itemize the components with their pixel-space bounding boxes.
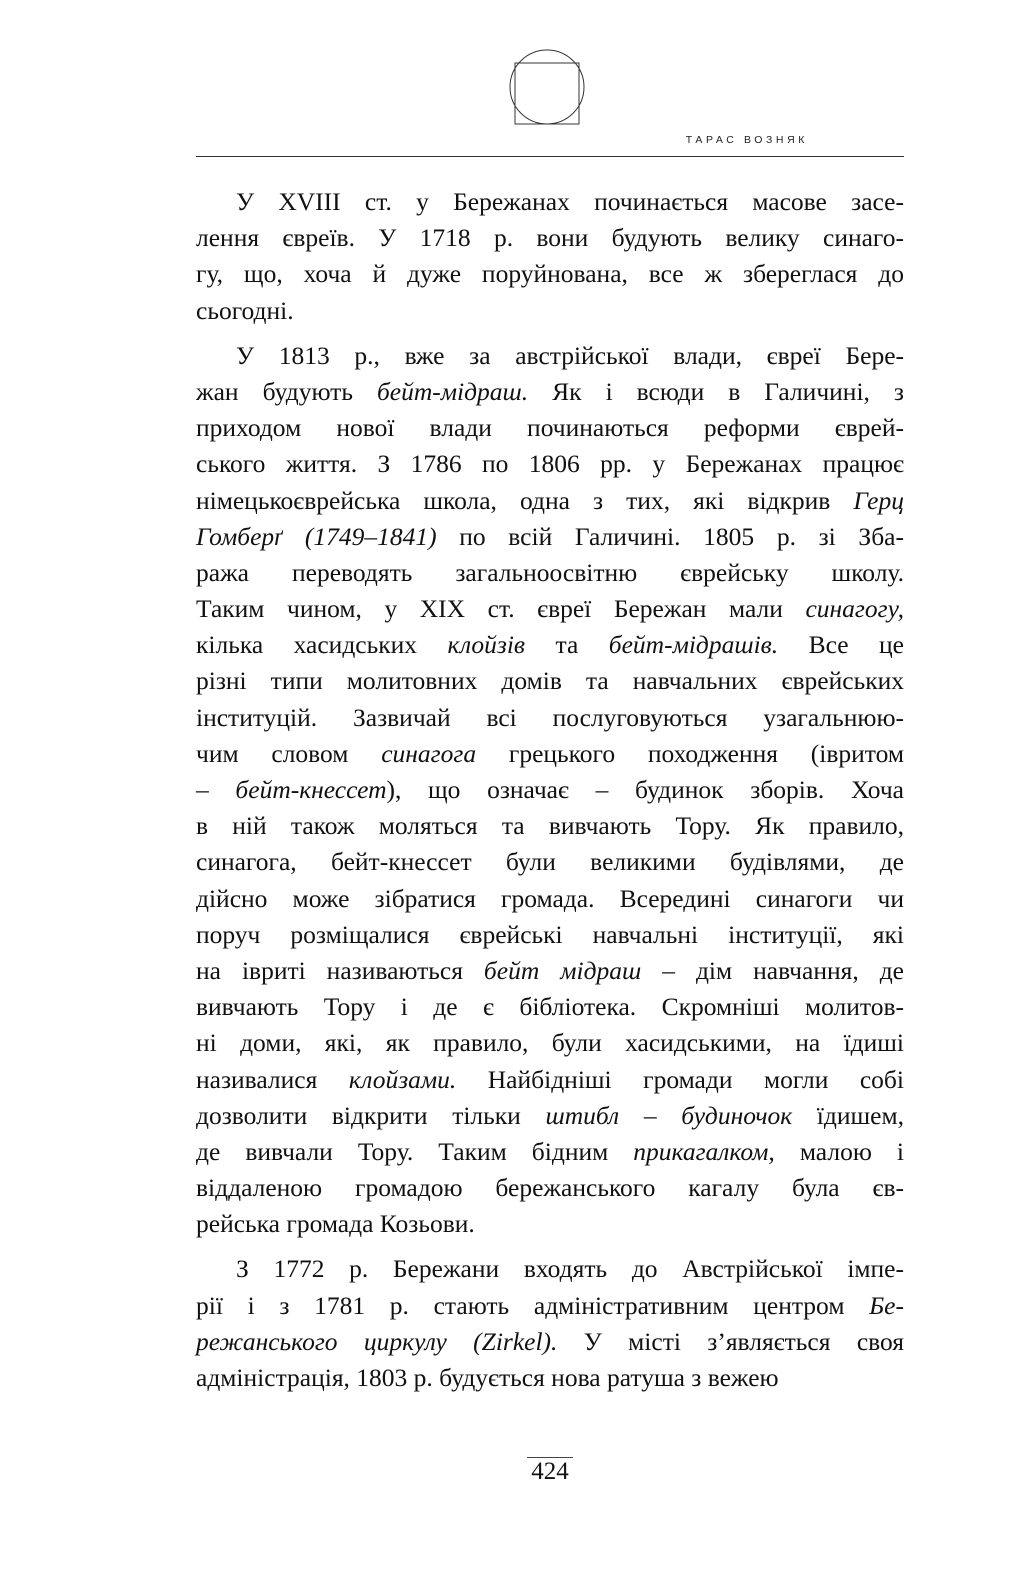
text-line (196, 293, 904, 329)
text-line (196, 256, 904, 292)
italic-term: Герц (853, 485, 904, 515)
text-run: приходом нової влади починаються реформи єврей- (196, 413, 904, 443)
text-run: У 1813 р., вже за австрійської влади, євреї Бере- (236, 340, 904, 370)
paragraph (196, 1251, 904, 1396)
text-line (196, 844, 904, 880)
italic-term: бейт-мідраш. (376, 376, 529, 406)
paragraph (196, 338, 904, 1243)
page-number-container (196, 1458, 904, 1486)
text-line (196, 663, 904, 699)
text-run: рейська громада Козьови. (196, 1209, 475, 1239)
paragraph (196, 184, 904, 329)
text-run: ), що означає – будинок зборів. Хоча (386, 775, 905, 804)
italic-term: клойзів (447, 630, 526, 660)
text-line (196, 1025, 904, 1061)
text-run: віддаленою громадою бережанського кагалу була єв- (196, 1173, 904, 1203)
text-run: їдишем, (792, 1100, 904, 1130)
text-run: адміністрація, 1803 р. будується нова ратуша з вежею (196, 1363, 779, 1392)
body-text (196, 184, 904, 1396)
text-run: Все це (778, 630, 904, 660)
text-line (196, 1324, 904, 1360)
text-run: та (525, 630, 609, 660)
italic-term: штибл – будиночок (545, 1100, 793, 1130)
text-line (196, 1062, 904, 1098)
page-number: 424 (527, 1457, 573, 1485)
text-run: рії і з 1781 р. стають адміністративним центром (196, 1290, 870, 1320)
text-run: де вивчали Тору. Таким бідним (196, 1136, 634, 1166)
text-run: поруч розміщалися єврейські навчальні інституції, які (196, 919, 904, 949)
text-run: гу, що, хоча й дуже поруйнована, все ж збереглася до (196, 259, 904, 289)
text-line (196, 555, 904, 591)
text-run: – (196, 775, 236, 804)
italic-term: прикагалком, (633, 1136, 775, 1166)
text-line (196, 700, 904, 736)
text-run: У XVIII ст. у Бережанах починається масове засе- (236, 187, 904, 216)
text-run: німецькоєврейська школа, одна з тих, які відкрив (196, 485, 854, 515)
text-line (196, 410, 904, 446)
text-line (196, 446, 904, 482)
text-run: ража переводять загальноосвітню єврейську школу. (196, 557, 904, 587)
text-run: Найбідніші громади могли собі (456, 1064, 904, 1094)
text-run: У місті з’являється своя (557, 1326, 905, 1356)
text-run: сьогодні. (196, 295, 294, 325)
text-run: – дім навчання, де (641, 955, 904, 985)
text-run: на івриті називаються (196, 955, 484, 985)
italic-term: клойзами. (348, 1064, 457, 1094)
text-run: по всій Галичині. 1805 р. зі Зба- (436, 521, 904, 551)
italic-term: синагога (381, 738, 477, 768)
italic-term: режанського циркулу (Zirkel). (196, 1326, 558, 1356)
text-run: дійсно може зібратися громада. Всередині синагоги чи (196, 883, 904, 913)
text-line (196, 1360, 904, 1396)
text-line (196, 1170, 904, 1206)
text-line (196, 338, 904, 374)
italic-term: Бе- (869, 1290, 904, 1320)
italic-term: бейт-кнессет (235, 775, 387, 804)
text-run: грецького походження (івритом (476, 738, 904, 768)
text-run: дозволити відкрити тільки (196, 1100, 546, 1130)
text-run: ського життя. З 1786 по 1806 рр. у Бережанах працює (196, 449, 904, 479)
text-line (196, 184, 904, 220)
text-run: інституцій. Зазвичай всі послуговуються узагальнюю- (196, 702, 904, 732)
text-run: називалися (196, 1064, 349, 1094)
text-line (196, 220, 904, 256)
circle-square-emblem-icon (509, 49, 585, 125)
italic-term: синагогу, (805, 594, 904, 624)
text-line (196, 808, 904, 844)
text-run: синагога, бейт-кнессет були великими будівлями, де (196, 847, 904, 877)
text-run: кілька хасидських (196, 630, 448, 660)
text-line (196, 591, 904, 627)
text-run: Таким чином, у XIX ст. євреї Бережан мали (196, 594, 806, 624)
text-line (196, 772, 904, 808)
italic-term: бейт мідраш (483, 955, 642, 985)
text-line (196, 627, 904, 663)
text-line (196, 736, 904, 772)
text-line (196, 989, 904, 1025)
text-run: малою і (774, 1136, 904, 1166)
text-run: З 1772 р. Бережани входять до Австрійської імпе- (236, 1254, 904, 1284)
text-run: чим словом (196, 738, 382, 768)
text-line (196, 1098, 904, 1134)
text-line (196, 917, 904, 953)
text-line (196, 519, 904, 555)
text-run: різні типи молитовних домів та навчальних єврейських (196, 666, 904, 696)
running-head: ТАРАС ВОЗНЯК (685, 134, 808, 146)
header-rule (196, 156, 904, 157)
text-line (196, 1251, 904, 1287)
text-run: ні доми, які, як правило, були хасидськими, на їдиші (196, 1028, 904, 1058)
text-line (196, 1134, 904, 1170)
text-line (196, 483, 904, 519)
text-run: в ній також моляться та вивчають Тору. Як правило, (196, 811, 904, 841)
italic-term: Гомберґ (1749–1841) (196, 521, 437, 551)
text-line (196, 881, 904, 917)
text-line (196, 953, 904, 989)
text-run: Як і всюди в Галичині, з (528, 376, 904, 406)
text-run: жан будують (196, 376, 377, 406)
italic-term: бейт-мідрашів. (608, 630, 779, 660)
text-run: вивчають Тору і де є бібліотека. Скромніші молитов- (196, 992, 904, 1022)
text-run: лення євреїв. У 1718 р. вони будують велику синаго- (196, 223, 904, 253)
text-line (196, 1206, 904, 1242)
text-line (196, 374, 904, 410)
text-line (196, 1288, 904, 1324)
